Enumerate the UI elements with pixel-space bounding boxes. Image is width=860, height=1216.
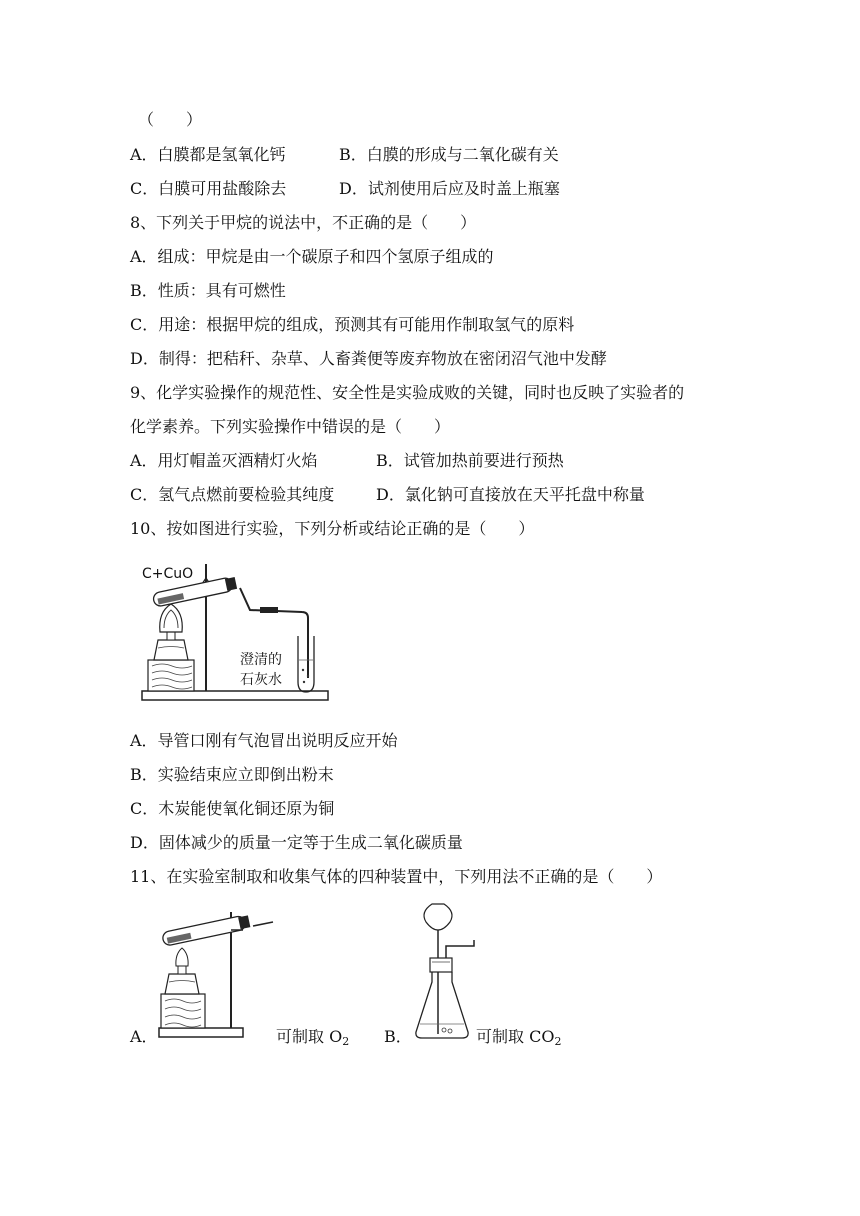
figure-label-reactants: C+CuO (142, 566, 194, 582)
q10-apparatus-figure (140, 560, 340, 708)
q7-paren: （ ） (138, 110, 203, 129)
q11-option-b-text: 可制取 $CO_2$ (476, 1027, 562, 1048)
q11-option-b-label: B． (384, 1027, 412, 1046)
q7-option-d: D．试剂使用后应及时盖上瓶塞 (339, 179, 560, 198)
q8-option-c: C．用途：根据甲烷的组成，预测其有可能用作制取氢气的原料 (130, 315, 575, 334)
q9-option-a: A．用灯帽盖灭酒精灯火焰 (130, 451, 318, 470)
q9-option-d: D．氯化钠可直接放在天平托盘中称量 (376, 485, 645, 504)
receiving-test-tube (298, 636, 314, 692)
q8-stem: 8、下列关于甲烷的说法中，不正确的是（ ） (130, 213, 477, 232)
flame-hood (160, 604, 183, 632)
stand-base (142, 691, 328, 700)
q10-option-b: B．实验结束应立即倒出粉末 (130, 765, 334, 784)
q9-stem-line2: 化学素养。下列实验操作中错误的是（ ） (130, 417, 451, 436)
solid-heating-apparatus-diagram (155, 908, 275, 1042)
q7-option-c: C．白膜可用盐酸除去 (130, 179, 287, 198)
q11-option-a-text: 可制取 $O_2$ (276, 1027, 350, 1048)
figure-label-limewater-2: 石灰水 (240, 672, 282, 688)
figure-label-limewater-1: 澄清的 (240, 652, 282, 668)
q10-option-a: A．导管口刚有气泡冒出说明反应开始 (130, 731, 398, 750)
q11-option-a-figure (155, 908, 275, 1042)
carbon-reduction-apparatus-diagram (140, 560, 340, 708)
q9-stem-line1: 9、化学实验操作的规范性、安全性是实验成败的关键，同时也反映了实验者的 (130, 383, 685, 402)
q8-option-a: A．组成：甲烷是由一个碳原子和四个氢原子组成的 (130, 247, 494, 266)
q9-option-c: C．氢气点燃前要检验其纯度 (130, 485, 335, 504)
alcohol-lamp (154, 640, 188, 660)
q11-stem: 11、在实验室制取和收集气体的四种装置中，下列用法不正确的是（ ） (130, 867, 663, 886)
q10-option-d: D．固体减少的质量一定等于生成二氧化碳质量 (130, 833, 463, 852)
q8-option-d: D．制得：把秸秆、杂草、人畜粪便等废弃物放在密闭沼气池中发酵 (130, 349, 607, 368)
flask-thistle-funnel-diagram (410, 900, 478, 1046)
q11-option-b-figure (410, 900, 478, 1046)
q10-stem: 10、按如图进行实验，下列分析或结论正确的是（ ） (130, 519, 535, 538)
q7-option-a: A．白膜都是氢氧化钙 (130, 145, 286, 164)
q8-option-b: B．性质：具有可燃性 (130, 281, 286, 300)
q11-option-a-label: A． (130, 1027, 158, 1046)
rubber-connector (260, 607, 278, 613)
q9-option-b: B．试管加热前要进行预热 (376, 451, 564, 470)
q7-option-b: B．白膜的形成与二氧化碳有关 (339, 145, 559, 164)
q10-option-c: C．木炭能使氧化铜还原为铜 (130, 799, 335, 818)
